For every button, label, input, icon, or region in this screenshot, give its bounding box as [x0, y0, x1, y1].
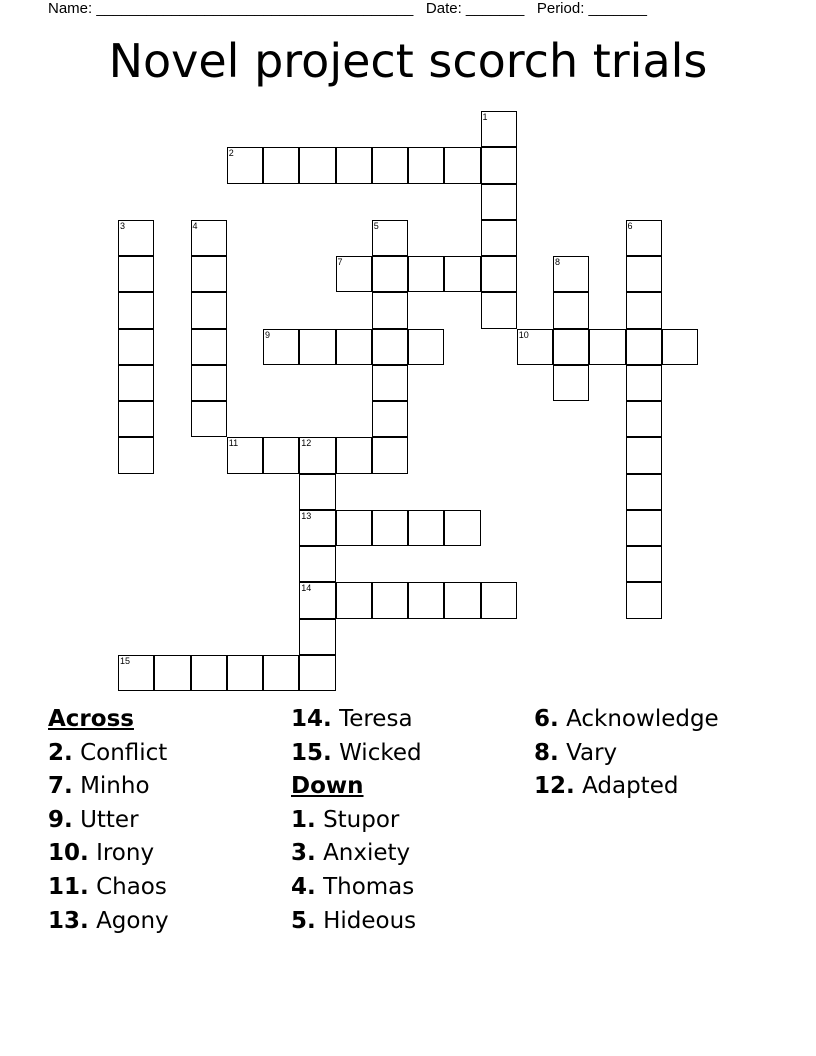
clue-column-3 [534, 703, 719, 804]
crossword-cell[interactable] [626, 582, 662, 618]
crossword-cell[interactable] [118, 655, 154, 691]
crossword-cell[interactable] [626, 256, 662, 292]
clue-number: 14 [301, 583, 312, 594]
clue-down-8: 8. Vary [534, 739, 618, 766]
clue-number: 7 [337, 257, 343, 267]
crossword-cell[interactable] [481, 147, 517, 183]
clue-down-6: 6. Acknowledge [534, 706, 719, 732]
clue-number: 8 [555, 257, 561, 267]
crossword-cell[interactable] [372, 510, 408, 546]
crossword-cell[interactable] [263, 329, 299, 365]
crossword-cell[interactable] [662, 329, 698, 365]
crossword-cell[interactable] [481, 184, 517, 220]
clue-across-10: 10. Irony [48, 840, 155, 867]
crossword-cell[interactable] [336, 437, 372, 473]
crossword-cell[interactable] [481, 582, 517, 618]
crossword-cell[interactable] [336, 582, 372, 618]
crossword-cell[interactable] [481, 220, 517, 256]
crossword-cell[interactable] [626, 220, 662, 256]
crossword-cell[interactable] [263, 655, 299, 691]
crossword-cell[interactable] [481, 111, 517, 147]
crossword-cell[interactable] [626, 329, 662, 365]
clue-number: 10 [518, 329, 529, 340]
crossword-cell[interactable] [553, 292, 589, 328]
crossword-cell[interactable] [191, 220, 227, 256]
clue-down-4: 4. Thomas [291, 873, 415, 900]
clue-down-5: 5. Hideous [291, 907, 417, 934]
crossword-cell[interactable] [626, 292, 662, 328]
crossword-cell[interactable] [263, 437, 299, 473]
crossword-cell[interactable] [553, 256, 589, 292]
crossword-cell[interactable] [299, 329, 335, 365]
clue-across-14: 14. Teresa [291, 706, 413, 732]
crossword-cell[interactable] [191, 292, 227, 328]
crossword-cell[interactable] [444, 510, 480, 546]
crossword-cell[interactable] [154, 655, 190, 691]
clue-down-3: 3. Anxiety [291, 840, 411, 867]
crossword-cell[interactable] [372, 401, 408, 437]
clue-across-15: 15. Wicked [291, 739, 422, 766]
crossword-cell[interactable] [444, 147, 480, 183]
crossword-cell[interactable] [299, 474, 335, 510]
clue-across-2: 2. Conflict [48, 739, 168, 766]
clue-number: 2 [228, 148, 234, 159]
period-field[interactable]: _______ [588, 0, 647, 17]
clue-down-1: 1. Stupor [291, 806, 400, 833]
crossword-cell[interactable] [118, 256, 154, 292]
crossword-cell[interactable] [299, 655, 335, 691]
across-heading: Across [48, 706, 134, 732]
clue-across-9: 9. Utter [48, 806, 139, 833]
crossword-cell[interactable] [263, 147, 299, 183]
clue-number: 13 [301, 510, 312, 521]
crossword-cell[interactable] [408, 510, 444, 546]
crossword-cell[interactable] [626, 546, 662, 582]
crossword-cell[interactable] [118, 292, 154, 328]
crossword-cell[interactable] [118, 365, 154, 401]
crossword-cell[interactable] [626, 365, 662, 401]
crossword-cell[interactable] [626, 510, 662, 546]
clue-column-2 [291, 703, 422, 938]
worksheet-header [48, 0, 647, 17]
crossword-cell[interactable] [408, 256, 444, 292]
crossword-cell[interactable] [481, 256, 517, 292]
crossword-cell[interactable] [372, 220, 408, 256]
crossword-cell[interactable] [191, 401, 227, 437]
crossword-cell[interactable] [227, 147, 263, 183]
clue-column-1 [48, 703, 169, 938]
clue-number: 12 [301, 438, 312, 449]
crossword-cell[interactable] [517, 329, 553, 365]
crossword-cell[interactable] [299, 546, 335, 582]
crossword-cell[interactable] [372, 329, 408, 365]
crossword-cell[interactable] [118, 220, 154, 256]
clue-across-7: 7. Minho [48, 773, 150, 800]
crossword-cell[interactable] [372, 437, 408, 473]
crossword-cell[interactable] [118, 329, 154, 365]
crossword-cell[interactable] [626, 474, 662, 510]
crossword-cell[interactable] [191, 365, 227, 401]
crossword-cell[interactable] [299, 437, 335, 473]
down-heading: Down [291, 773, 364, 800]
crossword-cell[interactable] [191, 256, 227, 292]
crossword-cell[interactable] [118, 437, 154, 473]
clue-number: 15 [120, 655, 131, 666]
crossword-cell[interactable] [336, 147, 372, 183]
crossword-cell[interactable] [336, 329, 372, 365]
crossword-cell[interactable] [372, 582, 408, 618]
crossword-cell[interactable] [299, 619, 335, 655]
clue-number: 1 [482, 112, 488, 122]
crossword-cell[interactable] [299, 582, 335, 618]
clue-number: 11 [228, 438, 239, 449]
crossword-cell[interactable] [336, 256, 372, 292]
crossword-cell[interactable] [372, 256, 408, 292]
period-label: Period: [536, 0, 585, 17]
crossword-cell[interactable] [227, 655, 263, 691]
crossword-cell[interactable] [626, 437, 662, 473]
crossword-cell[interactable] [227, 437, 263, 473]
name-field[interactable]: ______________________________________ [96, 0, 414, 17]
clue-number: 6 [627, 220, 633, 231]
crossword-cell[interactable] [626, 401, 662, 437]
clue-across-11: 11. Chaos [48, 873, 167, 900]
crossword-cell[interactable] [118, 401, 154, 437]
crossword-cell[interactable] [372, 147, 408, 183]
crossword-cell[interactable] [408, 147, 444, 183]
crossword-cell[interactable] [553, 365, 589, 401]
clue-number: 3 [120, 220, 126, 231]
page-title: Novel project scorch trials [108, 34, 708, 88]
clue-down-12: 12. Adapted [534, 773, 679, 800]
crossword-cell[interactable] [481, 292, 517, 328]
crossword-cell[interactable] [553, 329, 589, 365]
crossword-cell[interactable] [444, 582, 480, 618]
crossword-cell[interactable] [372, 292, 408, 328]
date-label: Date: [425, 0, 462, 17]
date-field[interactable]: _______ [465, 0, 525, 17]
crossword-cell[interactable] [191, 655, 227, 691]
crossword-cell[interactable] [408, 329, 444, 365]
name-label: Name: [48, 0, 93, 17]
clue-number: 9 [265, 329, 271, 340]
crossword-cell[interactable] [444, 256, 480, 292]
crossword-cell[interactable] [299, 510, 335, 546]
crossword-cell[interactable] [299, 147, 335, 183]
crossword-cell[interactable] [589, 329, 625, 365]
crossword-cell[interactable] [408, 582, 444, 618]
clue-number: 5 [373, 220, 379, 231]
clue-across-13: 13. Agony [48, 907, 169, 934]
crossword-cell[interactable] [372, 365, 408, 401]
crossword-cell[interactable] [191, 329, 227, 365]
crossword-cell[interactable] [336, 510, 372, 546]
clue-number: 4 [192, 220, 198, 231]
